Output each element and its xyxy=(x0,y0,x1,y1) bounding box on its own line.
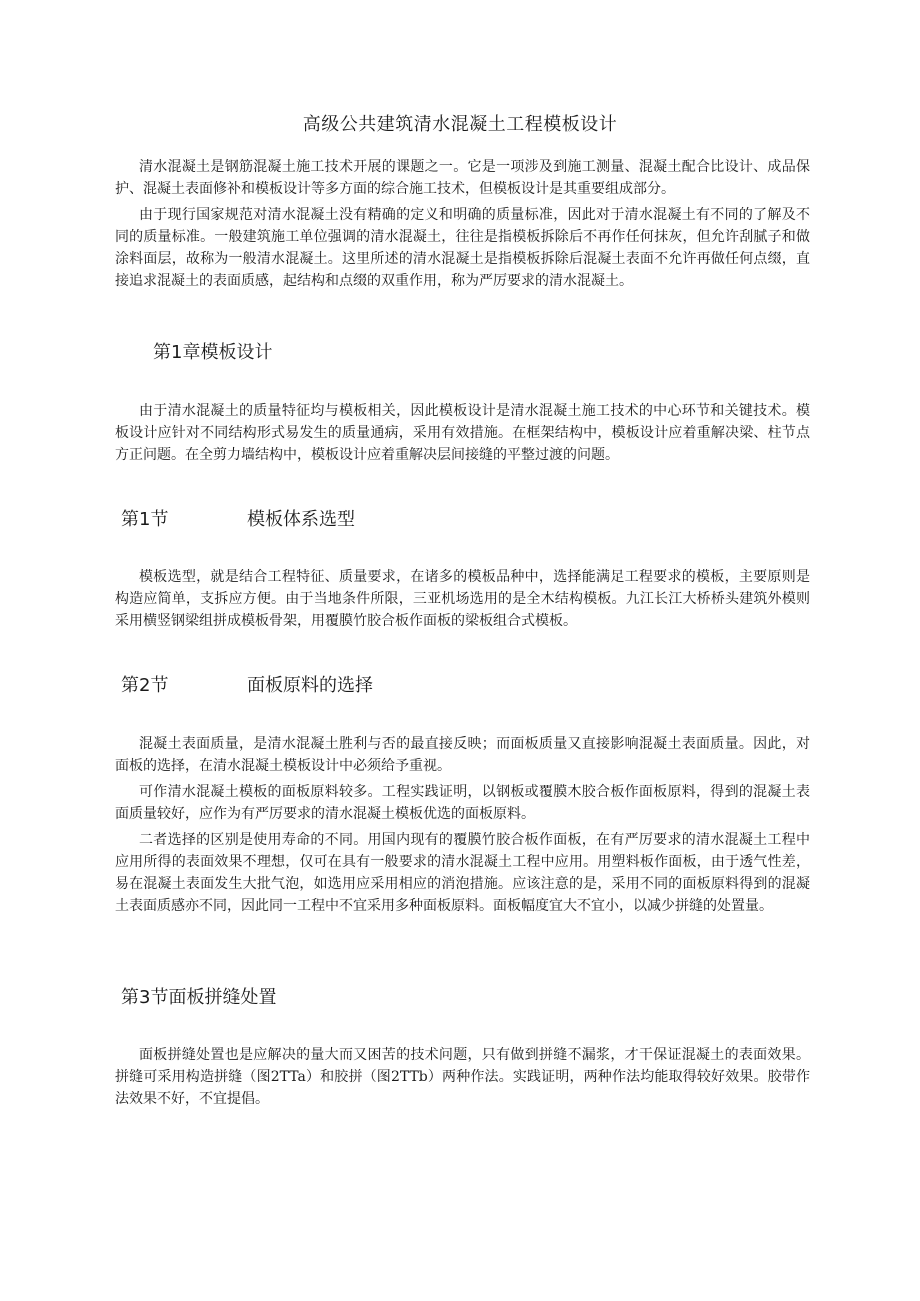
document-title: 高级公共建筑清水混凝土工程模板设计 xyxy=(302,114,618,135)
section-2-paragraph-3: 二者选择的区别是使用寿命的不同。用国内现有的覆膜竹胶合板作面板，在有严厉要求的清水混凝土工程中应用所得的表面效果不理想，仅可在具有一般要求的清水混凝土工程中应用。用塑料板作面板，由于透气性差，易在混凝土表面发生大批气泡，如选用应采用相应的消泡措施。应该注意的是，采用不同的面板原料得到的混凝土表面质感亦不同，因此同一工程中不宜采用多种面板原料。面板幅度宜大不宜小，以减少拼缝的处置量。 xyxy=(115,832,810,914)
section-3-body: 面板拼缝处置也是应解决的量大而又困苦的技术问题，只有做到拼缝不漏浆，才干保证混凝土的表面效果。拼缝可采用构造拼缝（图2TTa）和胶拼（图2TTb）两种作法。实践证明，两种作法均能取得较好效果。胶带作法效果不好，不宜提倡。 xyxy=(115,1047,810,1107)
section-2-paragraph-1: 混凝土表面质量，是清水混凝土胜利与否的最直接反映；而面板质量又直接影响混凝土表面质量。因此，对面板的选择，在清水混凝土模板设计中必须给予重视。 xyxy=(115,736,810,774)
section-2-heading xyxy=(121,673,373,699)
section-2-number: 第2节 xyxy=(121,675,169,696)
section-1-title: 模板体系选型 xyxy=(247,509,355,530)
chapter-1-body: 由于清水混凝土的质量特征均与模板相关，因此模板设计是清水混凝土施工技术的中心环节和关键技术。模板设计应针对不同结构形式易发生的质量通病，采用有效措施。在框架结构中，模板设计应着重解决梁、柱节点方正问题。在全剪力墙结构中，模板设计应着重解决层间接缝的平整过渡的问题。 xyxy=(115,403,810,463)
section-3-heading: 第3节面板拼缝处置 xyxy=(121,987,277,1008)
section-1-heading xyxy=(121,507,355,533)
section-2-title: 面板原料的选择 xyxy=(247,675,373,696)
intro-paragraph-1: 清水混凝土是钢筋混凝土施工技术开展的课题之一。它是一项涉及到施工测量、混凝土配合比设计、成品保护、混凝土表面修补和模板设计等多方面的综合施工技术，但模板设计是其重要组成部分。 xyxy=(115,159,810,197)
chapter-1-heading: 第1章模板设计 xyxy=(153,342,273,363)
section-1-number: 第1节 xyxy=(121,509,169,530)
section-1-body: 模板选型，就是结合工程特征、质量要求，在诸多的模板品种中，选择能满足工程要求的模板，主要原则是构造应简单，支拆应方便。由于当地条件所限，三亚机场选用的是全木结构模板。九江长江大桥桥头建筑外模则采用横竖钢梁组拼成模板骨架，用覆膜竹胶合板作面板的梁板组合式模板。 xyxy=(115,569,810,629)
section-2-paragraph-2: 可作清水混凝土模板的面板原料较多。工程实践证明，以钢板或覆膜木胶合板作面板原料，得到的混凝土表面质量较好，应作为有严厉要求的清水混凝土模板优选的面板原料。 xyxy=(115,784,810,822)
intro-paragraph-2: 由于现行国家规范对清水混凝土没有精确的定义和明确的质量标准，因此对于清水混凝土有不同的了解及不同的质量标准。一般建筑施工单位强调的清水混凝土，往往是指模板拆除后不再作任何抹灰，但允许刮腻子和做涂料面层，故称为一般清水混凝土。这里所述的清水混凝土是指模板拆除后混凝土表面不允许再做任何点缀，直接追求混凝土的表面质感，起结构和点缀的双重作用，称为严厉要求的清水混凝土。 xyxy=(115,207,810,289)
